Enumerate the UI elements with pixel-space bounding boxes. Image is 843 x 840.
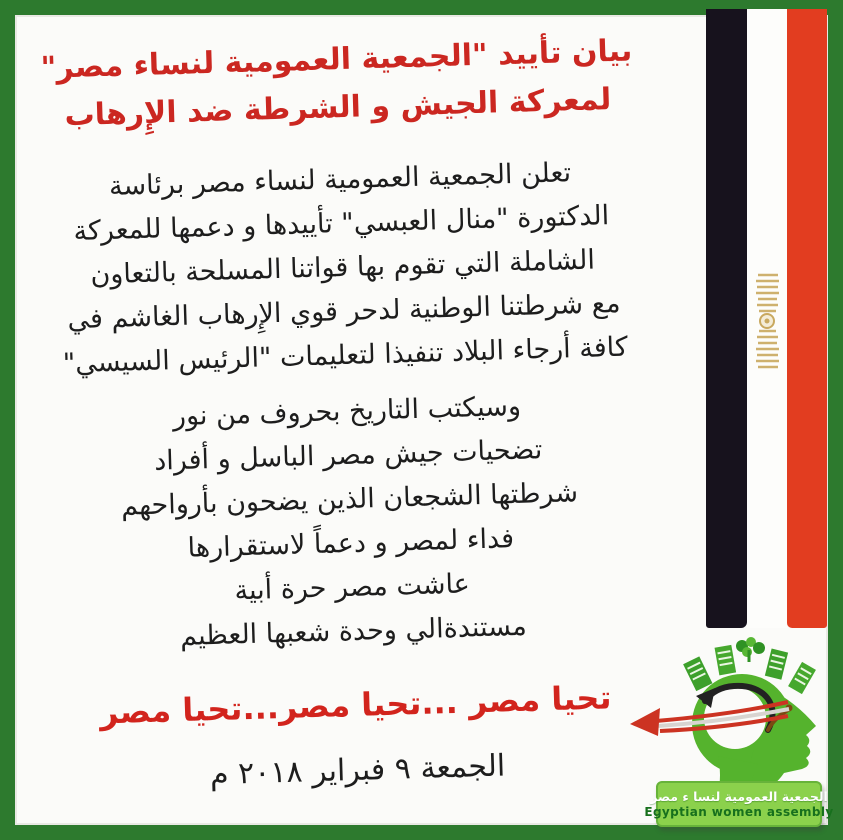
paragraph1-line-1: تعلن الجمعية العمومية لنساء مصر برئاسة [108, 157, 572, 202]
statement-title-line-2: لمعركة الجيش و الشرطة ضد الإِرهاب [64, 82, 612, 134]
paragraph2-line-3: شرطتها الشجعان الذين يضحون بأرواحهم [120, 477, 579, 522]
date-line: الجمعة ٩ فبراير ٢٠١٨ م [209, 748, 506, 793]
paragraph1-line-4: مع شرطتنا الوطنية لدحر قوي الإِرهاب الغاشم في [67, 287, 621, 336]
flag-white-stripe [747, 9, 787, 628]
paragraph2-line-4: فداء لمصر و دعماً لاستقرارها [187, 523, 515, 564]
statement-title-line-1: بيان تأييد "الجمعية العمومية لنساء مصر" [40, 33, 633, 86]
eagle-emblem-icon [752, 271, 782, 371]
paragraph2-line-6: مستندةالي وحدة شعبها العظيم [179, 610, 528, 653]
logo-arabic-name: الجمعية العمومية لنسا ء مصر [650, 788, 828, 804]
paragraph1-line-2: الدكتورة "منال العبسي" تأييدها و دعمها للمعركة [73, 200, 610, 248]
paragraph2-line-1: وسيكتب التاريخ بحروف من نور [172, 390, 522, 433]
logo-banner [644, 781, 834, 827]
logo-english-name: Egyptian women assembly [644, 804, 834, 819]
flag-black-stripe [706, 9, 747, 628]
paragraph2-line-5: عاشت مصر حرة أبية [234, 568, 471, 607]
slogan-line: تحيا مصر ...تحيا مصر...تحيا مصر [99, 678, 612, 732]
logo-trees-icon [736, 637, 765, 662]
statement-text [11, 27, 683, 802]
egypt-flag [706, 9, 827, 628]
flag-red-stripe [787, 9, 827, 628]
paragraph2-line-2: تضحيات جيش مصر الباسل و أفراد [153, 434, 543, 477]
paragraph1-line-5: كافة أرجاء البلاد تنفيذا لتعليمات "الرئيس السيسي" [62, 331, 629, 380]
paragraph1-line-3: الشاملة التي تقوم بها قواتنا المسلحة بالتعاون [90, 244, 596, 291]
ewa-logo [618, 636, 830, 786]
